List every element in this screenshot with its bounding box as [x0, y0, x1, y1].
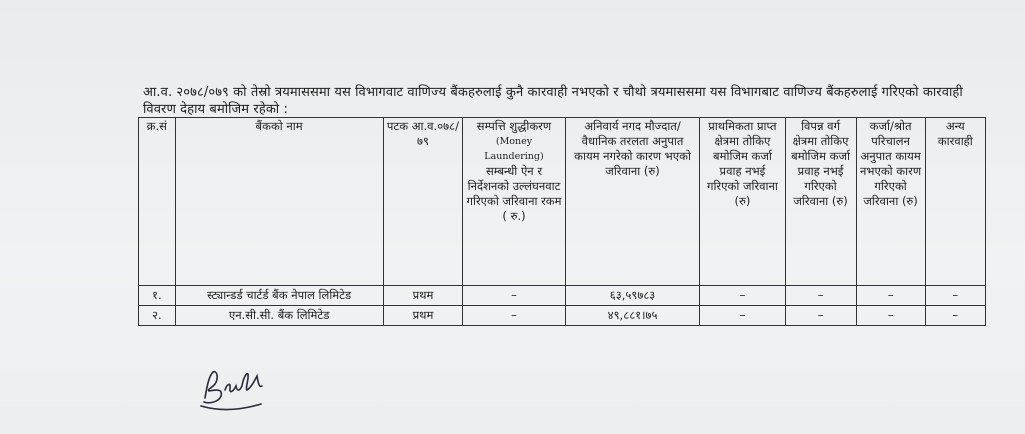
cell-batch: प्रथम — [383, 306, 463, 326]
table-header-row — [139, 118, 986, 286]
header-batch: पटक आ.व.०७८/ ७९ — [383, 118, 463, 286]
cell-crr: ६३,५९७८३ — [565, 286, 700, 306]
cell-cd-ratio: – — [856, 306, 925, 326]
cell-sn: २. — [139, 306, 176, 326]
header-other-action: अन्य कारवाही — [925, 118, 985, 286]
cell-cd-ratio: – — [856, 286, 925, 306]
cell-deprived: – — [785, 306, 856, 326]
cell-bank: एन.सी.सी. बैंक लिमिटेड — [175, 306, 383, 326]
intro-paragraph: आ.व. २०७८/०७९ को तेस्रो त्रयमाससमा यस विभागवाट वाणिज्य बैंकहरुलाई कुनै कारवाही नभएको र चौथो त्रयमाससमा यस विभागबाट वाणिज्य बैंकहरुलाई गरिएको कारवाही विवरण देहाय बमोजिम रहेको : — [143, 85, 963, 117]
header-priority-sector: प्राथमिकता प्राप्त क्षेत्रमा तोकिए बमोजिम कर्जा प्रवाह नभई गरिएको जरिवाना (रु) — [700, 118, 785, 286]
header-aml-english: (Money Laundering) — [484, 136, 544, 162]
cell-aml: – — [463, 306, 565, 326]
header-bank-name: बैंकको नाम — [175, 118, 383, 286]
handwritten-signature — [195, 358, 290, 418]
header-aml-line2: सम्बन्धी ऐन र निर्देशनको उल्लंघनवाट गरिएको जरिवाना रकम ( रु.) — [466, 164, 562, 223]
action-table — [138, 117, 986, 326]
header-cd-ratio: कर्जा/श्रोत परिचालन अनुपात कायम नभएको कारण गरिएको जरिवाना (रु) — [856, 118, 925, 286]
cell-sn: १. — [139, 286, 176, 306]
cell-other: – — [925, 306, 985, 326]
cell-aml: – — [463, 286, 565, 306]
cell-batch: प्रथम — [383, 286, 463, 306]
cell-bank: स्ट्यान्डर्ड चार्टर्ड बैंक नेपाल लिमिटेड — [175, 286, 383, 306]
header-cash-reserve: अनिवार्य नगद मौज्दात/ वैधानिक तरलता अनुपात कायम नगरेको कारण भएको जरिवाना (रु) — [565, 118, 700, 286]
cell-deprived: – — [785, 286, 856, 306]
cell-priority: – — [700, 306, 785, 326]
table-row — [139, 286, 986, 306]
header-aml-line1: सम्पत्ति शुद्धीकरण — [476, 119, 552, 133]
cell-other: – — [925, 286, 985, 306]
header-deprived-sector: विपन्न वर्ग क्षेत्रमा तोकिए बमोजिम कर्जा प्रवाह नभई गरिएको जरिवाना (रु) — [785, 118, 856, 286]
cell-priority: – — [700, 286, 785, 306]
table-row — [139, 306, 986, 326]
header-sn: क्र.सं — [139, 118, 176, 286]
cell-crr: ४९,८८१।७५ — [565, 306, 700, 326]
header-money-laundering — [463, 118, 565, 286]
